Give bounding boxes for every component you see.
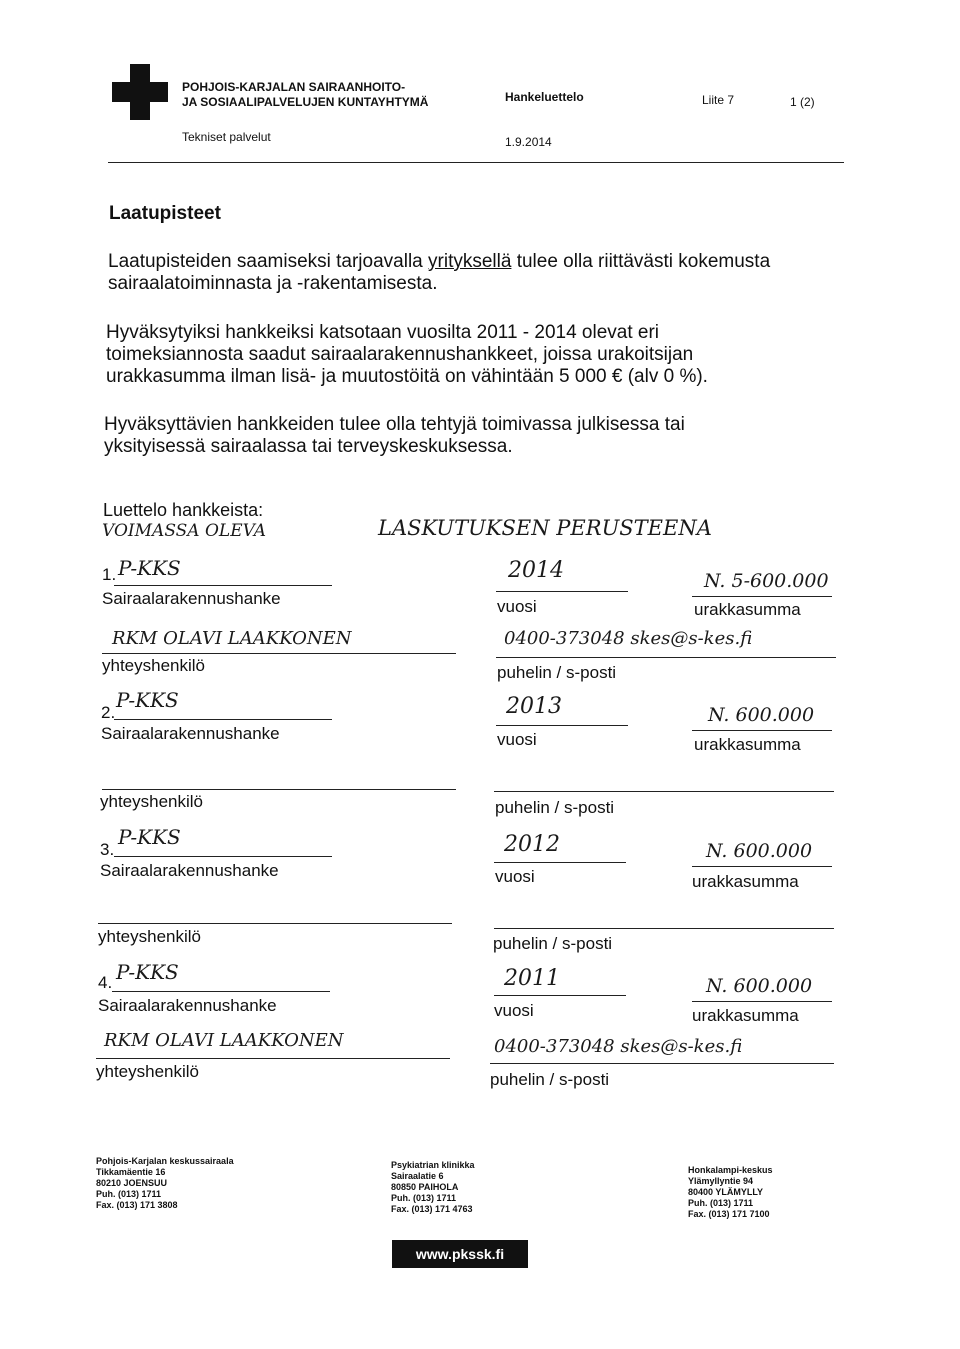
footer-3-line: 80400 YLÄMYLLY bbox=[688, 1187, 764, 1197]
department: Tekniset palvelut bbox=[182, 130, 271, 144]
p2-line-a: Hyväksytyiksi hankkeiksi katsotaan vuosilta 2011 - 2014 olevat eri bbox=[106, 322, 660, 343]
entry-1-year: 2014 bbox=[508, 558, 564, 583]
entry-4-year-line bbox=[494, 995, 626, 996]
footer-2-line: 80850 PAIHOLA bbox=[391, 1182, 459, 1192]
footer-1-line: 80210 JOENSUU bbox=[96, 1178, 168, 1188]
entry-4-sum-line bbox=[692, 1001, 832, 1002]
entry-3-phone-line bbox=[494, 928, 834, 929]
entry-1-contact: RKM OLAVI LAAKKONEN bbox=[112, 628, 352, 649]
entry-1-contact-label: yhteyshenkilö bbox=[102, 656, 206, 675]
footer-1-line: Puh. (013) 1711 bbox=[96, 1189, 162, 1199]
entry-3-contact-label: yhteyshenkilö bbox=[98, 927, 202, 946]
footer-address-2 bbox=[391, 1160, 475, 1215]
entry-4-number: 4. bbox=[98, 973, 113, 992]
entry-2-contact-label: yhteyshenkilö bbox=[100, 792, 204, 811]
p1-text-c: sairaalatoiminnasta ja -rakentamisesta. bbox=[108, 273, 438, 294]
p1-text-a: Laatupisteiden saamiseksi tarjoavalla bbox=[108, 251, 423, 272]
entry-3-project-line bbox=[114, 856, 332, 857]
entry-3-number: 3. bbox=[100, 840, 115, 859]
entry-1-phone-line bbox=[496, 657, 836, 658]
paragraph-2 bbox=[106, 322, 836, 388]
handwritten-heading-right: LASKUTUKSEN PERUSTEENA bbox=[378, 516, 712, 540]
entry-2-year: 2013 bbox=[506, 694, 562, 719]
entry-4-project-line bbox=[112, 991, 330, 992]
header-rule bbox=[108, 162, 844, 163]
footer-3-line: Puh. (013) 1711 bbox=[688, 1198, 754, 1208]
entry-3-contact-line bbox=[98, 923, 452, 924]
page-title: Laatupisteet bbox=[109, 203, 221, 224]
entry-4-sum: N. 600.000 bbox=[706, 975, 813, 997]
paragraph-3 bbox=[104, 414, 834, 458]
doc-date: 1.9.2014 bbox=[505, 135, 552, 149]
p1-text-b: tulee olla riittävästi kokemusta bbox=[516, 251, 771, 272]
entry-2-sum-label: urakkasumma bbox=[694, 735, 801, 754]
appendix-label: Liite 7 bbox=[702, 93, 735, 107]
entry-3-year-line bbox=[494, 862, 626, 863]
entry-2-phone-label: puhelin / s-posti bbox=[495, 798, 615, 817]
list-intro: Luettelo hankkeista: bbox=[103, 500, 264, 520]
entry-2-number: 2. bbox=[101, 703, 116, 722]
footer-3-line: Fax. (013) 171 7100 bbox=[688, 1209, 770, 1219]
entry-1-year-label: vuosi bbox=[497, 597, 537, 616]
entry-1-phone: 0400-373048 skes@s-kes.fi bbox=[504, 628, 753, 649]
entry-1-project: P-KKS bbox=[118, 556, 181, 580]
footer-1-line: Pohjois-Karjalan keskussairaala bbox=[96, 1156, 234, 1166]
footer-1-line: Tikkamäentie 16 bbox=[96, 1167, 166, 1177]
entry-4-phone: 0400-373048 skes@s-kes.fi bbox=[494, 1036, 743, 1057]
entry-4-contact-label: yhteyshenkilö bbox=[96, 1062, 200, 1081]
p1-underlined: yrityksellä bbox=[428, 251, 512, 272]
footer-address-3 bbox=[688, 1165, 773, 1220]
entry-4-year: 2011 bbox=[504, 966, 560, 991]
footer-2-line: Psykiatrian klinikka bbox=[391, 1160, 475, 1170]
entry-2-project-line bbox=[114, 719, 332, 720]
entry-4-contact-line bbox=[96, 1058, 450, 1059]
website-link[interactable]: www.pkssk.fi bbox=[392, 1240, 528, 1268]
doc-type: Hankeluettelo bbox=[505, 90, 584, 104]
footer-address-1 bbox=[96, 1156, 234, 1211]
entry-4-phone-line bbox=[490, 1063, 834, 1064]
entry-2-year-line bbox=[496, 725, 628, 726]
entry-3-sum: N. 600.000 bbox=[706, 840, 813, 862]
entry-3-year: 2012 bbox=[504, 832, 560, 857]
entry-3-project: P-KKS bbox=[118, 825, 181, 849]
entry-1-year-line bbox=[496, 591, 628, 592]
entry-2-contact-line bbox=[102, 789, 456, 790]
entry-1-sum: N. 5-600.000 bbox=[704, 570, 829, 592]
entry-3-sum-line bbox=[692, 866, 832, 867]
footer-3-line: Honkalampi-keskus bbox=[688, 1165, 773, 1175]
entry-2-phone-line bbox=[494, 791, 834, 792]
entry-1-phone-label: puhelin / s-posti bbox=[497, 663, 617, 682]
org-name-line2: JA SOSIAALIPALVELUJEN KUNTAYHTYMÄ bbox=[182, 95, 429, 109]
entry-1-contact-line bbox=[102, 653, 456, 654]
entry-3-phone-label: puhelin / s-posti bbox=[493, 934, 613, 953]
footer-2-line: Puh. (013) 1711 bbox=[391, 1193, 457, 1203]
entry-2-project-label: Sairaalarakennushanke bbox=[101, 724, 280, 743]
organization-logo bbox=[112, 64, 168, 120]
entry-1-sum-label: urakkasumma bbox=[694, 600, 801, 619]
paragraph-1 bbox=[108, 251, 838, 295]
p2-line-c: urakkasumma ilman lisä- ja muutostöitä on vähintään 5 000 € (alv 0 %). bbox=[106, 366, 708, 387]
entry-2-year-label: vuosi bbox=[497, 730, 537, 749]
entry-2-sum: N. 600.000 bbox=[708, 704, 815, 726]
entry-1-number: 1. bbox=[102, 565, 117, 584]
entry-1-project-line bbox=[114, 585, 332, 586]
footer-2-line: Sairaalatie 6 bbox=[391, 1171, 444, 1181]
footer-3-line: Ylämyllyntie 94 bbox=[688, 1176, 754, 1186]
entry-3-sum-label: urakkasumma bbox=[692, 872, 799, 891]
entry-1-project-label: Sairaalarakennushanke bbox=[102, 589, 281, 608]
p2-line-b: toimeksiannosta saadut sairaalarakennushankkeet, joissa urakoitsijan bbox=[106, 344, 694, 365]
entry-4-contact: RKM OLAVI LAAKKONEN bbox=[104, 1030, 344, 1051]
handwritten-heading-left: VOIMASSA OLEVA bbox=[102, 521, 267, 541]
entry-3-project-label: Sairaalarakennushanke bbox=[100, 861, 279, 880]
entry-2-project: P-KKS bbox=[116, 688, 179, 712]
entry-4-sum-label: urakkasumma bbox=[692, 1006, 799, 1025]
entry-4-project-label: Sairaalarakennushanke bbox=[98, 996, 277, 1015]
entry-3-year-label: vuosi bbox=[495, 867, 535, 886]
entry-4-project: P-KKS bbox=[116, 960, 179, 984]
org-name-line1: POHJOIS-KARJALAN SAIRAANHOITO- bbox=[182, 80, 406, 94]
footer-2-line: Fax. (013) 171 4763 bbox=[391, 1204, 473, 1214]
footer-1-line: Fax. (013) 171 3808 bbox=[96, 1200, 178, 1210]
entry-4-year-label: vuosi bbox=[494, 1001, 534, 1020]
entry-2-sum-line bbox=[692, 730, 832, 731]
entry-1-sum-line bbox=[692, 596, 832, 597]
p3-line-b: yksityisessä sairaalassa tai terveyskeskuksessa. bbox=[104, 436, 513, 457]
page-number: 1 (2) bbox=[790, 95, 815, 109]
entry-4-phone-label: puhelin / s-posti bbox=[490, 1070, 610, 1089]
p3-line-a: Hyväksyttävien hankkeiden tulee olla tehtyjä toimivassa julkisessa tai bbox=[104, 414, 685, 435]
